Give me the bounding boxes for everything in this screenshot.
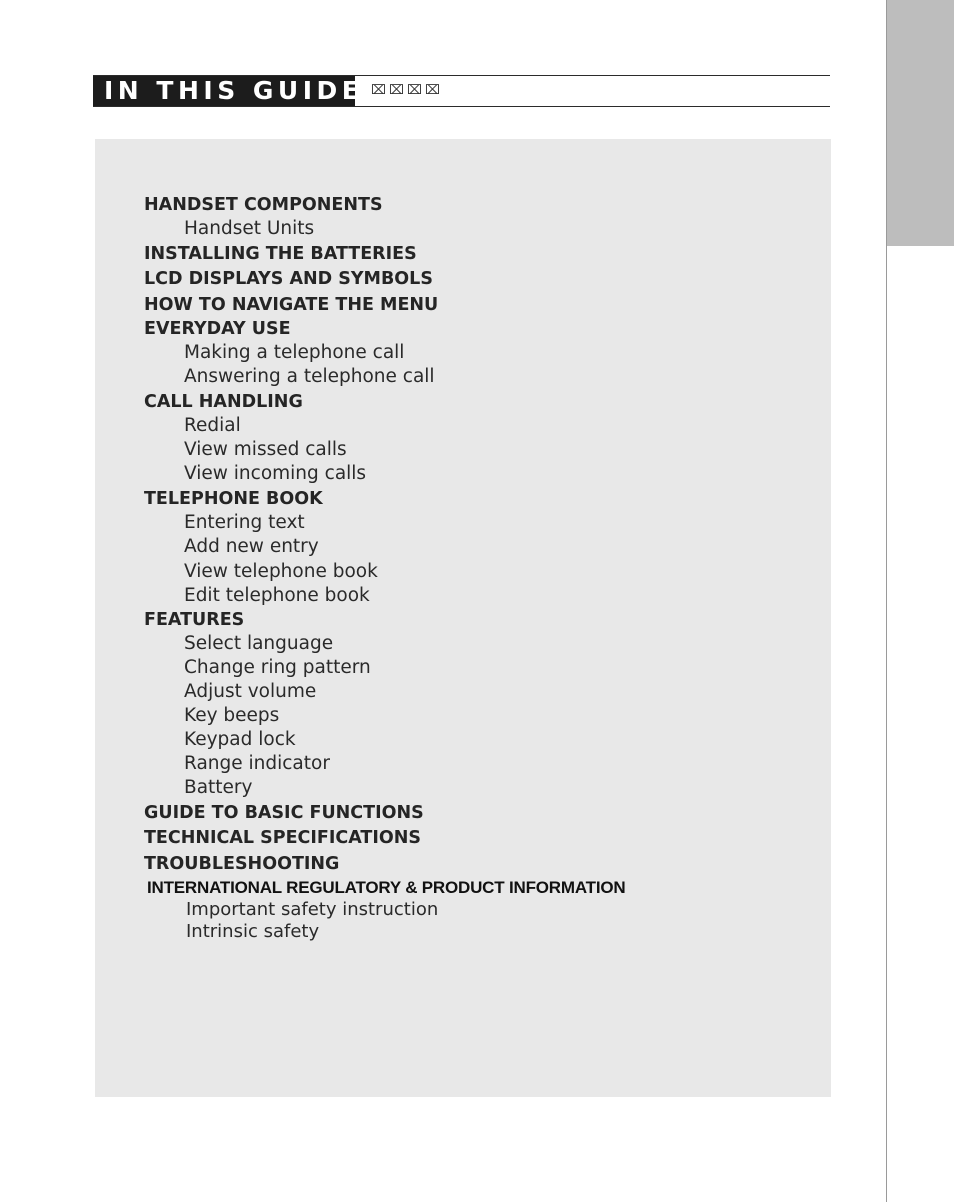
toc-sub-adjust-volume[interactable]: Adjust volume <box>184 681 317 702</box>
toc-sub-range-indicator[interactable]: Range indicator <box>184 753 330 774</box>
header-glyphs: ⌧⌧⌧⌧ <box>371 83 443 98</box>
toc-sub-battery[interactable]: Battery <box>184 777 253 798</box>
toc-panel <box>95 139 831 1097</box>
toc-sub-view-book[interactable]: View telephone book <box>184 561 378 582</box>
toc-sub-intrinsic-safety[interactable]: Intrinsic safety <box>186 921 320 942</box>
toc-sub-handset-units[interactable]: Handset Units <box>184 218 315 239</box>
toc-sub-add-entry[interactable]: Add new entry <box>184 536 319 557</box>
toc-sub-redial[interactable]: Redial <box>184 415 241 436</box>
toc-section-international-regulatory[interactable]: INTERNATIONAL REGULATORY & PRODUCT INFORMATION <box>147 878 626 897</box>
toc-sub-ring-pattern[interactable]: Change ring pattern <box>184 657 371 678</box>
toc-sub-answering-call[interactable]: Answering a telephone call <box>184 366 435 387</box>
toc-sub-key-beeps[interactable]: Key beeps <box>184 705 280 726</box>
side-rule <box>886 0 887 1202</box>
toc-sub-select-language[interactable]: Select language <box>184 633 334 654</box>
toc-section-navigate-menu[interactable]: HOW TO NAVIGATE THE MENU <box>144 295 439 315</box>
toc-sub-missed-calls[interactable]: View missed calls <box>184 439 347 460</box>
toc-section-installing-batteries[interactable]: INSTALLING THE BATTERIES <box>144 244 417 264</box>
page-title: IN THIS GUIDE <box>93 76 355 106</box>
toc-section-call-handling[interactable]: CALL HANDLING <box>144 392 303 412</box>
toc-sub-keypad-lock[interactable]: Keypad lock <box>184 729 296 750</box>
toc-section-features[interactable]: FEATURES <box>144 610 245 630</box>
toc-sub-making-call[interactable]: Making a telephone call <box>184 342 405 363</box>
toc-section-handset-components[interactable]: HANDSET COMPONENTS <box>144 195 383 215</box>
toc-section-lcd-displays[interactable]: LCD DISPLAYS AND SYMBOLS <box>144 269 433 289</box>
toc-section-technical-specs[interactable]: TECHNICAL SPECIFICATIONS <box>144 828 421 848</box>
toc-section-everyday-use[interactable]: EVERYDAY USE <box>144 319 291 339</box>
toc-section-basic-functions[interactable]: GUIDE TO BASIC FUNCTIONS <box>144 803 424 823</box>
toc-sub-edit-book[interactable]: Edit telephone book <box>184 585 370 606</box>
section-header <box>93 75 830 107</box>
toc-sub-safety-instruction[interactable]: Important safety instruction <box>186 899 439 920</box>
toc-section-troubleshooting[interactable]: TROUBLESHOOTING <box>144 854 340 874</box>
toc-section-telephone-book[interactable]: TELEPHONE BOOK <box>144 489 323 509</box>
side-tab <box>886 0 954 246</box>
toc-sub-incoming-calls[interactable]: View incoming calls <box>184 463 367 484</box>
toc-sub-entering-text[interactable]: Entering text <box>184 512 305 533</box>
